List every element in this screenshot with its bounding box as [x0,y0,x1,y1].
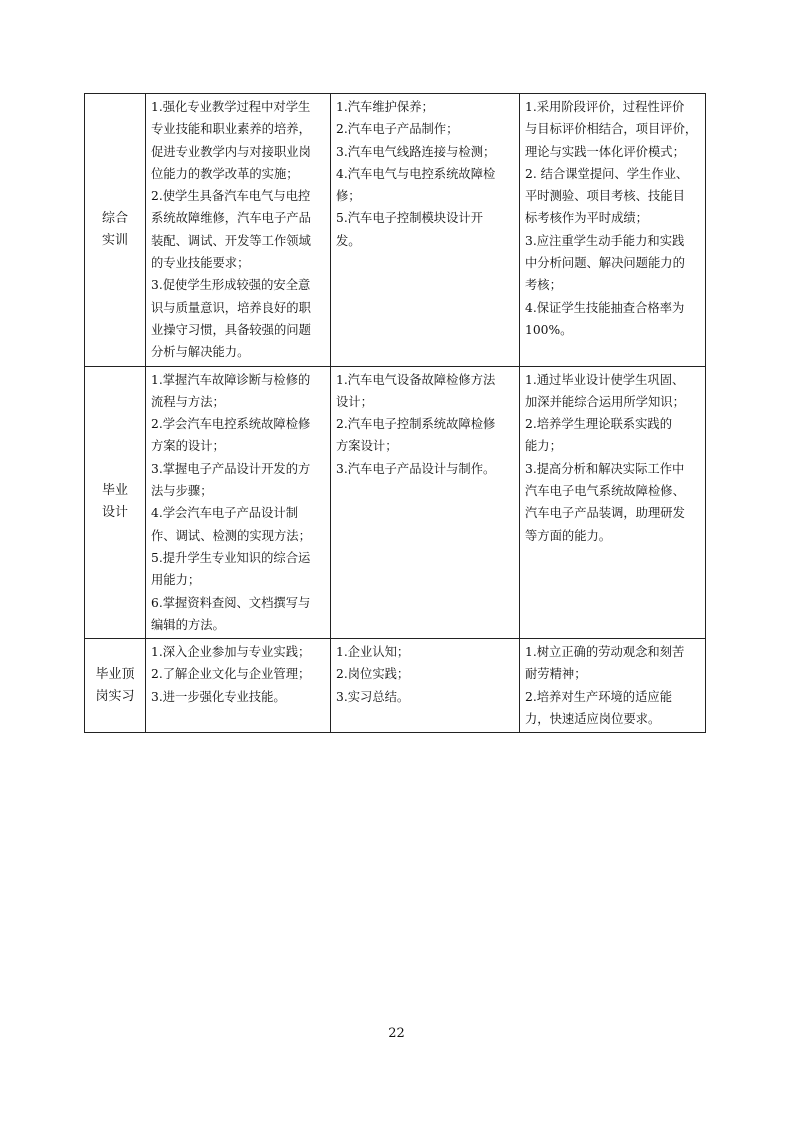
page-number: 22 [388,1026,405,1041]
assessment-cell [520,366,706,639]
phase-cell [85,94,146,367]
table-row [85,366,706,639]
cell-text-line: 100%。 [525,322,573,337]
cell-text-line: 3.汽车电子产品设计与制作。 [336,461,496,476]
cell-text-line: 5.汽车电子控制模块设计开 [336,211,483,226]
cell-text-line: 1.强化专业教学过程中对学生 [151,100,311,114]
cell-text-line: 识与质量意识，培养良好的职 [151,300,311,315]
content-cell [331,366,520,639]
cell-text-line: 的专业技能要求； [151,256,250,271]
phase-label-line: 毕业 [101,483,128,499]
cell-text-line: 1.汽车维护保养； [336,100,434,114]
cell-text-line: 3.进一步强化专业技能。 [151,689,286,704]
cell-text-line: 1.采用阶段评价，过程性评价 [525,100,685,114]
cell-text-line: 分析与解决能力。 [151,345,250,360]
cell-text-line: 2.培养对生产环境的适应能 [525,689,672,704]
cell-text-line: 用能力； [151,573,201,588]
cell-text-line: 能力； [525,439,562,454]
curriculum-table [84,93,706,733]
cell-text-line: 与目标评价相结合，项目评价， [525,122,698,137]
cell-text-line: 促进专业教学内与对接职业岗 [151,144,311,159]
cell-text-line: 4.保证学生技能抽查合格率为 [525,300,685,315]
cell-text-line: 2.使学生具备汽车电气与电控 [151,189,311,204]
content-cell [331,94,520,367]
cell-text-line: 3.提高分析和解决实际工作中 [525,461,685,476]
cell-text-line: 2.汽车电子控制系统故障检修 [336,417,496,432]
cell-text-line: 1.深入企业参加与专业实践； [151,645,311,660]
cell-text-line: 4.汽车电气与电控系统故障检 [336,166,496,181]
cell-text-line: 标考核作为平时成绩； [525,211,648,226]
cell-text-line: 方案的设计； [151,439,225,454]
cell-text-line: 3.应注重学生动手能力和实践 [525,233,685,248]
goals-cell [146,366,331,639]
cell-text-line: 位能力的教学改革的实施； [151,166,299,181]
phase-label-line: 实训 [101,232,128,248]
table-row [85,94,706,367]
cell-text-line: 编辑的方法。 [151,617,225,632]
cell-text-line: 汽车电子电气系统故障检修、 [525,484,685,499]
cell-text-line: 2.了解企业文化与企业管理； [151,667,311,682]
cell-text-line: 理论与实践一体化评价模式； [525,144,685,159]
phase-cell [85,366,146,639]
assessment-cell [520,94,706,367]
cell-text-line: 修； [336,189,361,204]
cell-text-line: 1.企业认知； [336,645,410,660]
cell-text-line: 3.掌握电子产品设计开发的方 [151,461,311,476]
cell-text-line: 专业技能和职业素养的培养， [151,122,311,137]
cell-text-line: 业操守习惯，具备较强的问题 [151,322,311,337]
cell-text-line: 发。 [336,233,361,248]
cell-text-line: 1.树立正确的劳动观念和刻苦 [525,645,685,660]
goals-cell [146,94,331,367]
cell-text-line: 3.促使学生形成较强的安全意 [151,278,311,293]
cell-text-line: 1.通过毕业设计使学生巩固、 [525,372,685,387]
cell-text-line: 中分析问题、解决问题能力的 [525,256,685,271]
cell-text-line: 汽车电子产品装调，助理研发 [525,506,685,521]
cell-text-line: 5.提升学生专业知识的综合运 [151,550,311,565]
goals-cell [146,639,331,733]
cell-text-line: 4.学会汽车电子产品设计制 [151,506,298,521]
cell-text-line: 2.学会汽车电控系统故障检修 [151,417,311,432]
cell-text-line: 2.汽车电子产品制作； [336,122,459,137]
cell-text-line: 加深并能综合运用所学知识； [525,394,685,409]
table-row [85,639,706,733]
phase-label-line: 岗实习 [95,688,135,704]
cell-text-line: 力，快速适应岗位要求。 [525,712,661,727]
phase-cell [85,639,146,733]
cell-text-line: 流程与方法； [151,394,225,409]
phase-label-line: 综合 [101,210,128,226]
cell-text-line: 法与步骤； [151,484,213,499]
cell-text-line: 平时测验、项目考核、技能目 [525,189,685,204]
cell-text-line: 装配、调试、开发等工作领域 [151,233,311,248]
phase-label-line: 设计 [101,505,128,521]
cell-text-line: 方案设计； [336,439,398,454]
cell-text-line: 3.汽车电气线路连接与检测； [336,144,496,159]
cell-text-line: 1.掌握汽车故障诊断与检修的 [151,372,311,387]
cell-text-line: 等方面的能力。 [525,528,612,543]
cell-text-line: 6.掌握资料查阅、文档撰写与 [151,595,311,610]
table-body [85,94,706,733]
cell-text-line: 设计； [336,394,373,409]
phase-label-line: 毕业顶 [95,666,135,682]
cell-text-line: 系统故障维修，汽车电子产品 [151,211,311,226]
cell-text-line: 2.培养学生理论联系实践的 [525,417,672,432]
cell-text-line: 考核； [525,278,562,293]
content-cell [331,639,520,733]
cell-text-line: 耐劳精神； [525,667,587,682]
cell-text-line: 1.汽车电气设备故障检修方法 [336,372,496,387]
cell-text-line: 2. 结合课堂提问、学生作业、 [525,166,689,181]
assessment-cell [520,639,706,733]
cell-text-line: 作、调试、检测的实现方法； [151,528,311,543]
cell-text-line: 3.实习总结。 [336,689,410,704]
cell-text-line: 2.岗位实践； [336,667,410,682]
